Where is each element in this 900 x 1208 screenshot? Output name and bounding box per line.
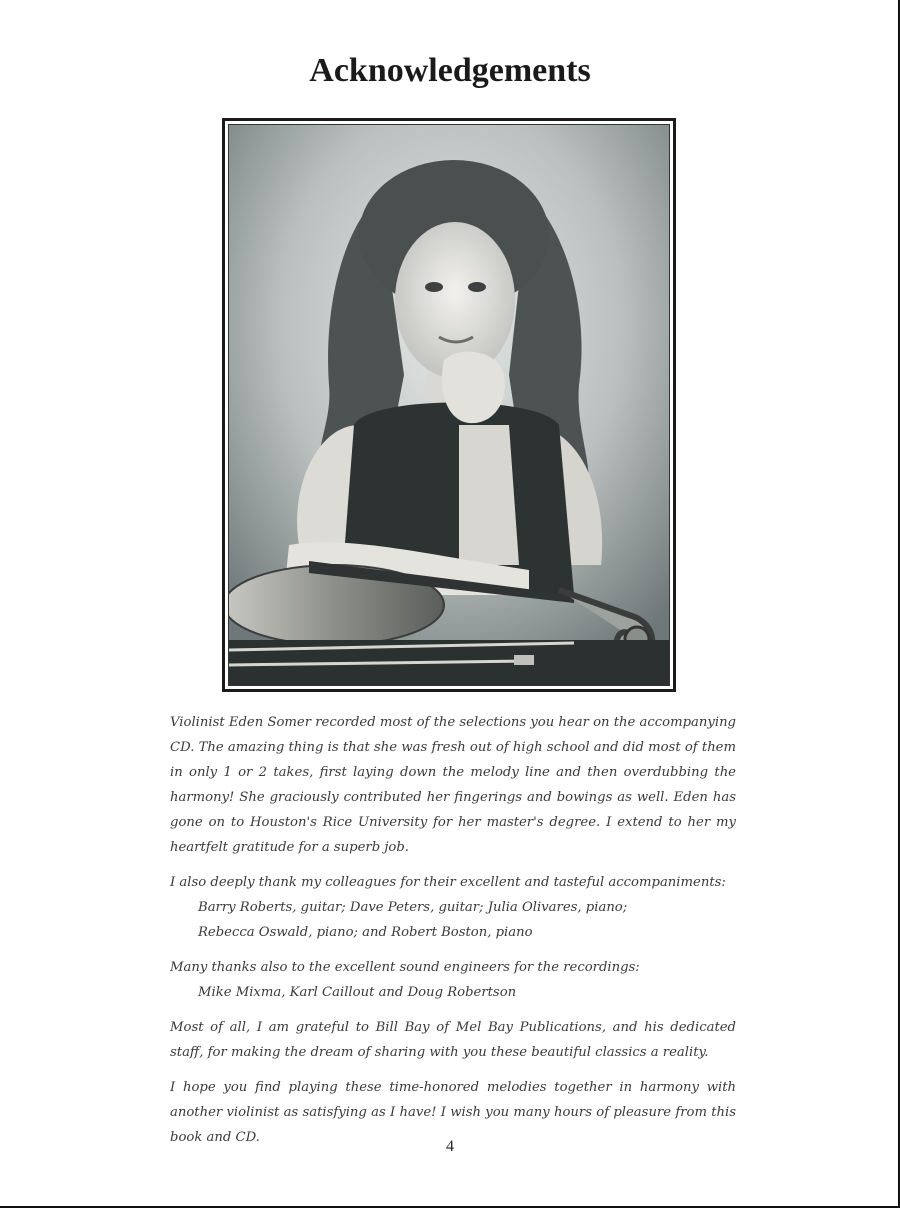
engineers-intro: Many thanks also to the excellent sound engineers for the recordings: [170,960,640,975]
paragraph-closing: I hope you find playing these time-honored melodies together in harmony with another violinist as satisfying as I have! I wish you many hours of pleasure from this book and CD. [170,1080,736,1145]
paragraph-eden-somer: Violinist Eden Somer recorded most of the selections you hear on the accompanying CD. The amazing thing is that she was fresh out of high school and did most of them in only 1 or 2 takes, first laying down the melody line and then overdubbing the harmony! She graciously contributed her fingerings and bowings as well. Eden has gone on to Houston's Rice University for her master's degree. I extend to her my heartfelt gratitude for a superb job. [170,715,736,855]
portrait-photo-frame [222,118,676,692]
engineers-list: Mike Mixma, Karl Caillout and Doug Robertson [198,985,517,1000]
page-number: 4 [446,1138,454,1155]
colleagues-list-line-2: Rebecca Oswald, piano; and Robert Boston, piano [198,925,533,940]
violinist-portrait-image [229,125,670,686]
colleagues-intro: I also deeply thank my colleagues for their excellent and tasteful accompaniments: [170,875,726,890]
paragraph-engineers [170,955,736,1005]
page-title: Acknowledgements [309,52,591,89]
acknowledgements-body [170,710,736,1160]
paragraph-colleagues [170,870,736,945]
portrait-photo [228,124,670,686]
paragraph-mel-bay: Most of all, I am grateful to Bill Bay of Mel Bay Publications, and his dedicated staff, for making the dream of sharing with you these beautiful classics a reality. [170,1020,736,1060]
colleagues-list-line-1: Barry Roberts, guitar; Dave Peters, guitar; Julia Olivares, piano; [198,900,628,915]
